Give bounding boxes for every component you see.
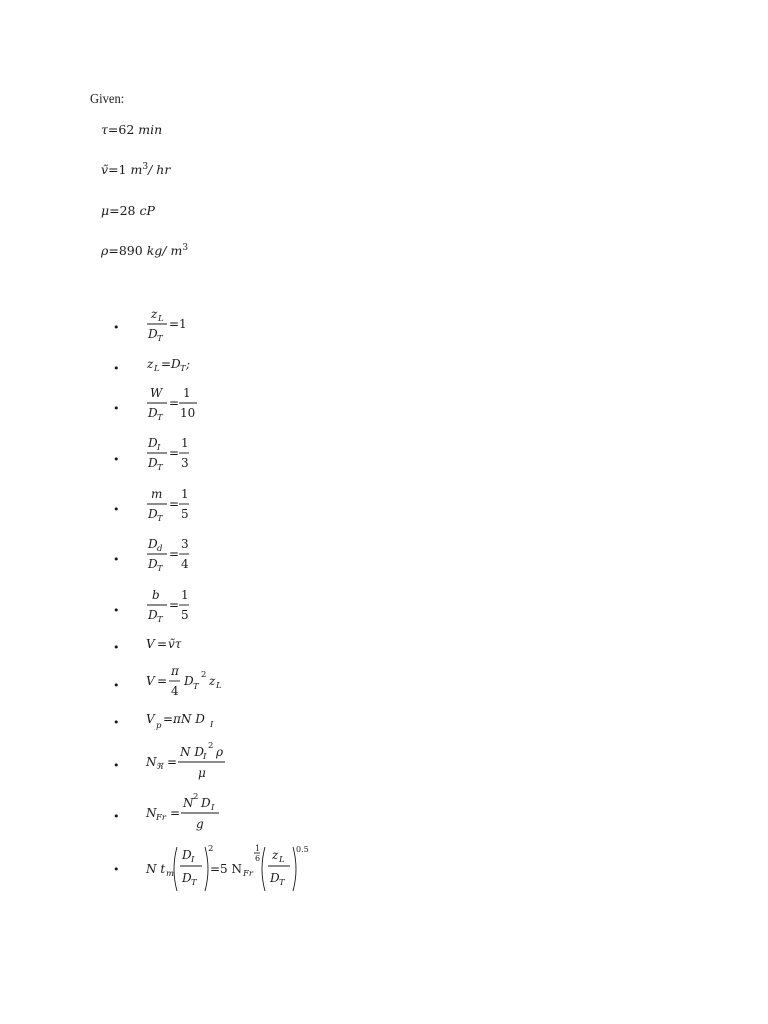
paren1-denominator-subscript: T: [191, 878, 197, 888]
bullet-marker: •: [113, 759, 120, 772]
denominator: D: [148, 327, 158, 341]
given-viscosity-unit: cP: [139, 203, 155, 218]
rhs-denominator: 10: [180, 406, 196, 420]
denominator: D: [148, 557, 158, 571]
lhs-symbol: N: [146, 806, 157, 820]
numerator: z: [151, 307, 158, 321]
bullet-marker: •: [113, 716, 120, 729]
equals-sign: =: [169, 598, 180, 612]
rhs-expression: πN D: [173, 712, 205, 726]
given-tau-var: τ: [101, 122, 108, 137]
rhs-denominator: 3: [181, 456, 189, 470]
lhs-subscript: ℜ: [156, 762, 163, 772]
given-viscosity: μ=28 cP: [101, 203, 155, 218]
numerator-speed: N: [183, 796, 194, 810]
trailing-semicolon: ;: [186, 357, 191, 371]
equation-volume-geometry: [146, 664, 236, 704]
bullet-marker: •: [113, 641, 120, 654]
denominator: D: [148, 456, 158, 470]
bullet-marker: •: [113, 362, 120, 375]
given-viscosity-value: 28: [119, 203, 136, 218]
numerator-exponent: 2: [193, 792, 199, 802]
numerator: b: [152, 588, 160, 602]
numerator-exponent: 2: [208, 741, 214, 751]
diameter-subscript: T: [193, 682, 199, 692]
rhs-subscript: I: [210, 720, 214, 730]
denominator: μ: [198, 766, 206, 780]
bullet-marker: •: [113, 679, 120, 692]
bullet-marker: •: [113, 810, 120, 823]
given-density-var: ρ: [101, 243, 109, 259]
given-flowrate-exp: 3: [142, 162, 149, 172]
given-flowrate-value: 1: [118, 162, 127, 178]
rhs-numerator: 1: [181, 487, 189, 501]
numerator-density: ρ: [216, 745, 224, 759]
rhs-numerator: 1: [183, 386, 191, 400]
equals-sign: =: [169, 547, 180, 561]
exponent-denominator: 6: [255, 854, 261, 863]
middle-subscript: Fr: [243, 869, 253, 879]
lhs-symbol: V: [146, 712, 155, 726]
bullet-marker: •: [113, 604, 120, 617]
diameter-exponent: 2: [201, 670, 207, 680]
given-flowrate: ṽ=1 $m^3/$ hr: [101, 162, 171, 178]
rhs-symbol: D: [171, 357, 181, 371]
equation-zl-equals-dt: [146, 352, 216, 376]
denominator: D: [148, 406, 158, 420]
given-flowrate-tail: / hr: [148, 162, 171, 178]
height-symbol: z: [209, 674, 216, 688]
equals-sign: =: [163, 712, 174, 726]
rhs-value: 1: [179, 317, 187, 331]
numerator-subscript: d: [157, 544, 163, 554]
given-flowrate-var: ṽ: [101, 162, 109, 178]
denominator-subscript: T: [157, 334, 163, 344]
rhs-denominator: 5: [181, 608, 189, 622]
denominator-subscript: T: [157, 463, 163, 473]
equals-sign: =: [167, 755, 178, 769]
denominator-subscript: T: [157, 615, 163, 625]
numerator-subscript: I: [211, 803, 215, 813]
equation-mixing-time: [146, 840, 316, 894]
left-paren: [174, 847, 177, 891]
equation-zl-over-dt: [146, 305, 206, 345]
equals-sign: =: [157, 674, 168, 688]
equation-w-over-dt: [146, 384, 216, 424]
equation-reynolds: [146, 738, 246, 784]
lhs-symbol: N t: [146, 862, 166, 876]
middle-term: =5 N: [210, 862, 243, 876]
rhs-denominator: 5: [181, 507, 189, 521]
given-tau: τ=62 min: [101, 122, 163, 137]
numerator: W: [150, 386, 163, 400]
numerator: D: [148, 537, 158, 551]
equals-sign: =: [161, 357, 172, 371]
denominator: g: [196, 817, 204, 831]
bullet-marker: •: [113, 553, 120, 566]
rhs-subscript: T: [180, 364, 186, 374]
equation-dd-over-dt: [146, 535, 206, 575]
denominator-subscript: T: [157, 564, 163, 574]
rhs-denominator: 4: [181, 557, 189, 571]
equation-b-over-dt: [146, 586, 206, 626]
given-density-exp: 3: [182, 243, 189, 253]
lhs-subscript: Fr: [156, 813, 166, 823]
denominator-subscript: T: [157, 413, 163, 423]
lhs-symbol: N: [146, 755, 157, 769]
lhs-subscript: L: [154, 364, 160, 374]
left-paren: [262, 847, 265, 891]
numerator-subscript: I: [203, 752, 207, 762]
paren2-exponent: 0.5: [296, 845, 309, 854]
numerator: N D: [180, 745, 204, 759]
equation-tip-speed: [146, 707, 236, 731]
lhs-subscript: m: [166, 869, 175, 879]
lhs-symbol: V: [146, 674, 155, 688]
fraction-denominator: 4: [171, 684, 179, 698]
lhs-symbol: z: [147, 357, 154, 371]
equals-sign: =: [169, 317, 180, 331]
lhs-symbol: V: [146, 637, 155, 651]
lhs-subscript: p: [156, 721, 162, 731]
equals-sign: =: [169, 497, 180, 511]
paren1-numerator: D: [182, 848, 192, 862]
equals-sign: =: [169, 446, 180, 460]
equation-volume-flow: [146, 632, 206, 654]
denominator-subscript: T: [157, 514, 163, 524]
paren1-numerator-subscript: I: [191, 855, 195, 865]
equation-froude: [146, 789, 246, 835]
rhs-numerator: 3: [181, 537, 189, 551]
given-density-unit: kg/ m: [146, 243, 183, 259]
equals-sign: =: [157, 637, 168, 651]
given-density: ρ=890 kg/ $m^3$: [101, 243, 189, 259]
paren2-denominator-subscript: T: [279, 878, 285, 888]
bullet-marker: •: [113, 503, 120, 516]
paren2-numerator-subscript: L: [279, 855, 285, 865]
rhs-numerator: 1: [181, 588, 189, 602]
given-flowrate-unit: m: [130, 162, 143, 178]
given-viscosity-var: μ: [101, 203, 110, 218]
numerator-diameter: D: [201, 796, 211, 810]
denominator: D: [148, 507, 158, 521]
height-subscript: L: [216, 681, 222, 691]
equation-di-over-dt: [146, 434, 206, 474]
bullet-marker: •: [113, 321, 120, 334]
bullet-marker: •: [113, 863, 120, 876]
given-tau-value: 62: [118, 122, 135, 137]
exponent-numerator: 1: [255, 844, 261, 853]
fraction-numerator: π: [171, 664, 179, 678]
rhs-expression: ṽτ: [168, 637, 182, 651]
paren1-denominator: D: [182, 871, 192, 885]
paren1-exponent: 2: [208, 844, 214, 854]
equals-sign: =: [169, 396, 180, 410]
numerator: m: [151, 487, 163, 501]
numerator-subscript: I: [157, 443, 161, 453]
given-label: Given:: [90, 92, 125, 107]
numerator-subscript: L: [158, 314, 164, 324]
numerator: D: [148, 436, 158, 450]
denominator: D: [148, 608, 158, 622]
paren2-denominator: D: [270, 871, 280, 885]
bullet-marker: •: [113, 402, 120, 415]
rhs-numerator: 1: [181, 436, 189, 450]
given-tau-unit: min: [138, 122, 163, 137]
equation-m-over-dt: [146, 485, 206, 525]
paren2-numerator: z: [272, 848, 279, 862]
diameter-symbol: D: [184, 674, 194, 688]
equals-sign: =: [170, 806, 181, 820]
bullet-marker: •: [113, 453, 120, 466]
given-density-value: 890: [118, 243, 143, 259]
